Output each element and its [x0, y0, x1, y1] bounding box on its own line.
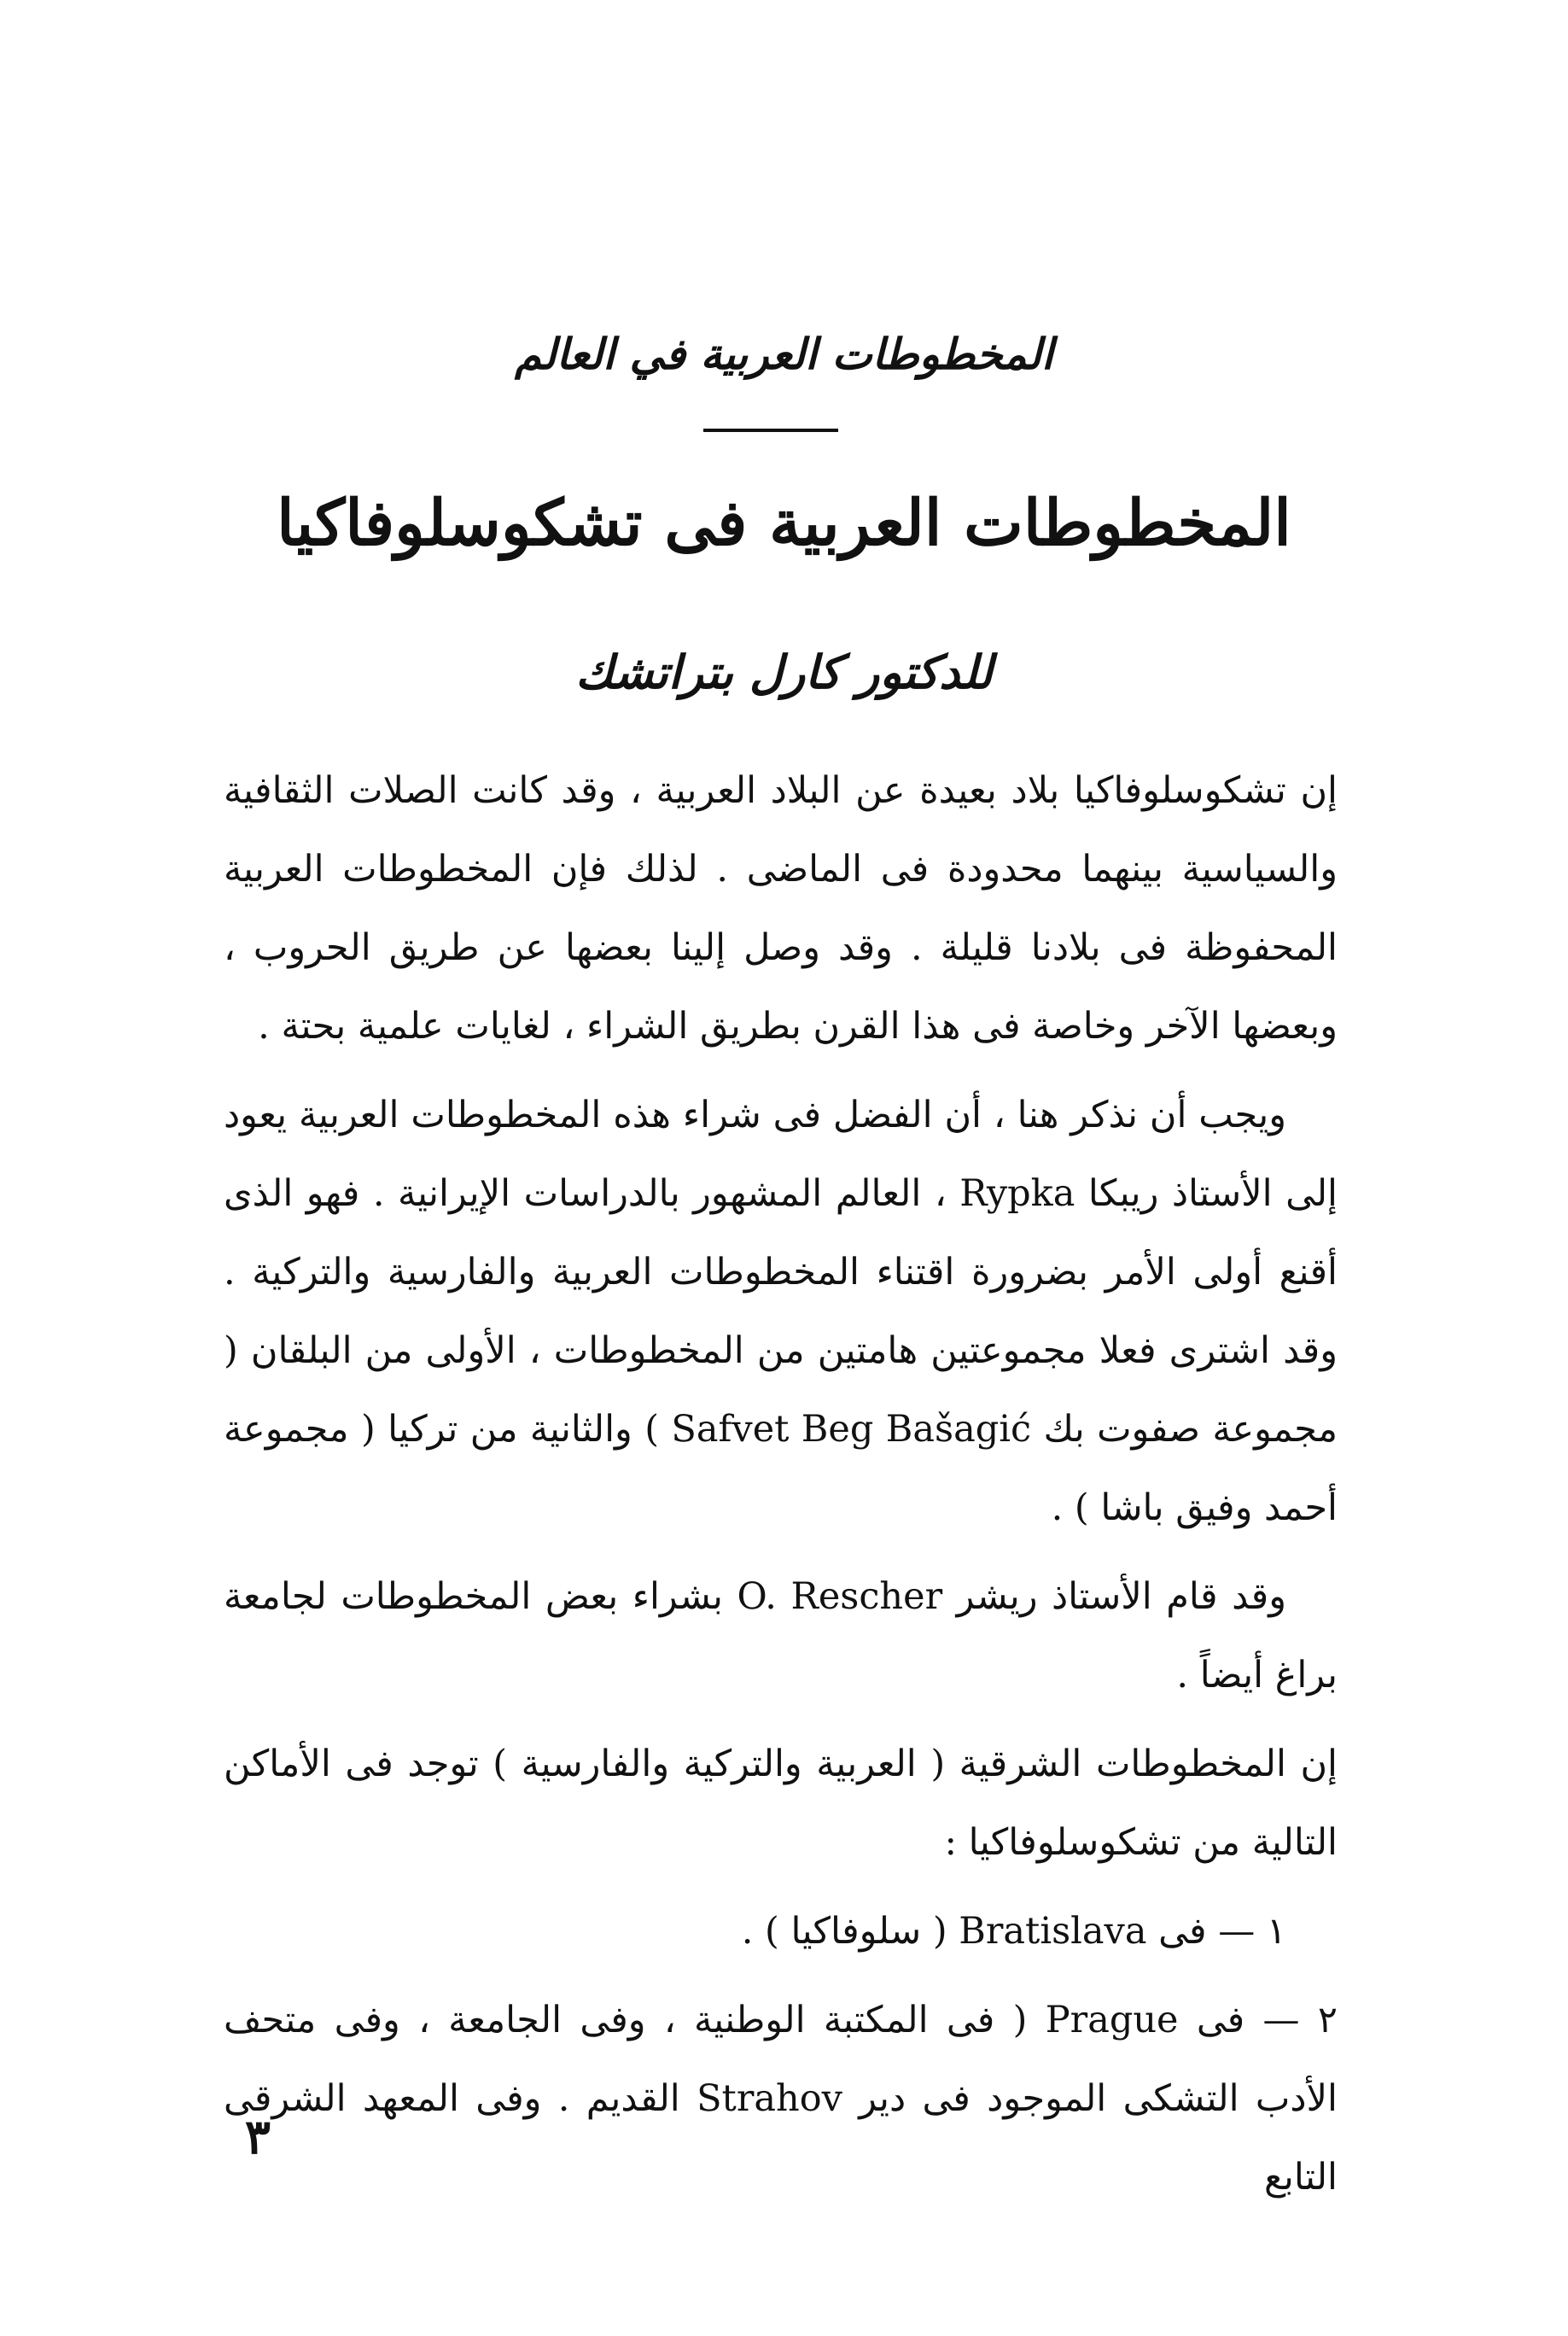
running-header: المخطوطات العربية في العالم	[515, 329, 1053, 379]
article-title: المخطوطات العربية فى تشكوسلوفاكيا	[277, 487, 1291, 560]
paragraph: إن تشكوسلوفاكيا بلاد بعيدة عن البلاد العربية ، وقد كانت الصلات الثقافية والسياسية بينهما محدودة فى الماضى . لذلك فإن المخطوطات العربية المحفوظة فى بلادنا قليلة . وقد وصل إلينا بعضها عن طريق الحروب ، وبعضها الآخر وخاصة فى هذا القرن بطريق الشراء ، لغايات علمية بحتة .	[224, 769, 1338, 1048]
paragraph: إن المخطوطات الشرقية ( العربية والتركية والفارسية ) توجد فى الأماكن التالية من تشكوسلوفاكيا :	[224, 1743, 1338, 1864]
header-divider	[703, 429, 838, 432]
paragraph: ويجب أن نذكر هنا ، أن الفضل فى شراء هذه المخطوطات العربية يعود إلى الأستاذ ريبكا Rypka ، العالم المشهور بالدراسات الإيرانية . فهو الذى أقنع أولى الأمر بضرورة اقتناء المخطوطات العربية والفارسية والتركية . وقد اشترى فعلا مجموعتين هامتين من المخطوطات ، الأولى من البلقان ( مجموعة صفوت بك Safvet Beg Bašagić ) والثانية من تركيا ( مجموعة أحمد وفيق باشا ) .	[224, 1094, 1338, 1529]
list-item: ١ — فى Bratislava ( سلوفاكيا ) .	[741, 1910, 1286, 1953]
article-author: للدكتور كارل بتراتشك	[575, 645, 993, 699]
article-body	[224, 751, 1338, 2227]
paragraph: وقد قام الأستاذ ريشر O. Rescher بشراء بعض المخطوطات لجامعة براغ أيضاً .	[224, 1575, 1338, 1697]
page-number: ٣	[244, 2109, 271, 2165]
list-item: ٢ — فى Prague ( فى المكتبة الوطنية ، وفى الجامعة ، وفى متحف الأدب التشكى الموجود فى دير Strahov القديم . وفى المعهد الشرقى التابع	[224, 1999, 1338, 2199]
